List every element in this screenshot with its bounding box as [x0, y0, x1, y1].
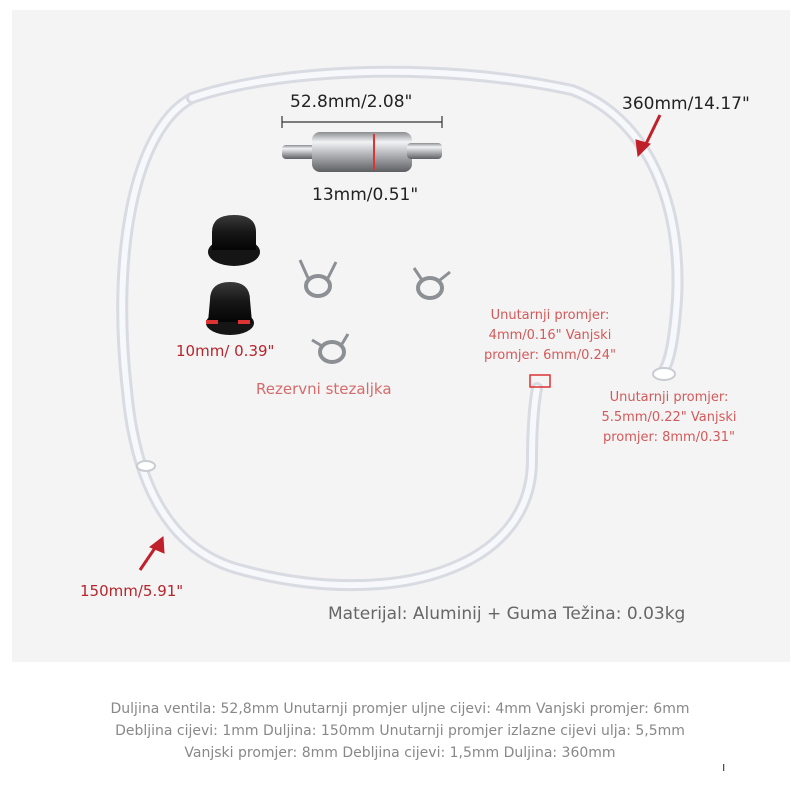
- caption-line-3: Vanjski promjer: 8mm Debljina cijevi: 1,5mm Duljina: 360mm: [184, 745, 616, 761]
- spare-clamps-label: Rezervni stezaljka: [256, 380, 392, 398]
- long-tube-length-label: 360mm/14.17": [622, 94, 750, 114]
- spring-clamp-3: [312, 334, 348, 362]
- large-tube-spec-label: Unutarnji promjer: 5.5mm/0.22" Vanjski promjer: 8mm/0.31": [601, 390, 737, 445]
- rubber-cap-2: [206, 282, 254, 335]
- rubber-cap-1: [208, 215, 260, 266]
- aluminium-valve: [282, 132, 442, 172]
- specification-caption: [0, 698, 800, 764]
- material-weight-label: Materijal: Aluminij + Guma Težina: 0.03kg: [328, 604, 686, 624]
- arrow-short-tube: [140, 537, 164, 570]
- caption-line-2: Debljina cijevi: 1mm Duljina: 150mm Unutarnji promjer izlazne cijevi ulja: 5,5mm: [115, 723, 685, 739]
- short-tube-length-label: 150mm/5.91": [80, 582, 184, 600]
- spring-clamp-1: [300, 260, 336, 296]
- corner-mark: ı: [722, 760, 726, 774]
- valve-diameter-label: 13mm/0.51": [312, 185, 419, 205]
- spring-clamp-2: [414, 268, 450, 298]
- small-tube-spec-label: Unutarnji promjer: 4mm/0.16" Vanjski promjer: 6mm/0.24": [483, 308, 617, 363]
- caption-line-1: Duljina ventila: 52,8mm Unutarnji promjer uljne cijevi: 4mm Vanjski promjer: 6mm: [110, 701, 690, 717]
- valve-dimension-line: [282, 116, 442, 128]
- valve-length-label: 52.8mm/2.08": [290, 92, 413, 112]
- cap-size-label: 10mm/ 0.39": [176, 342, 275, 360]
